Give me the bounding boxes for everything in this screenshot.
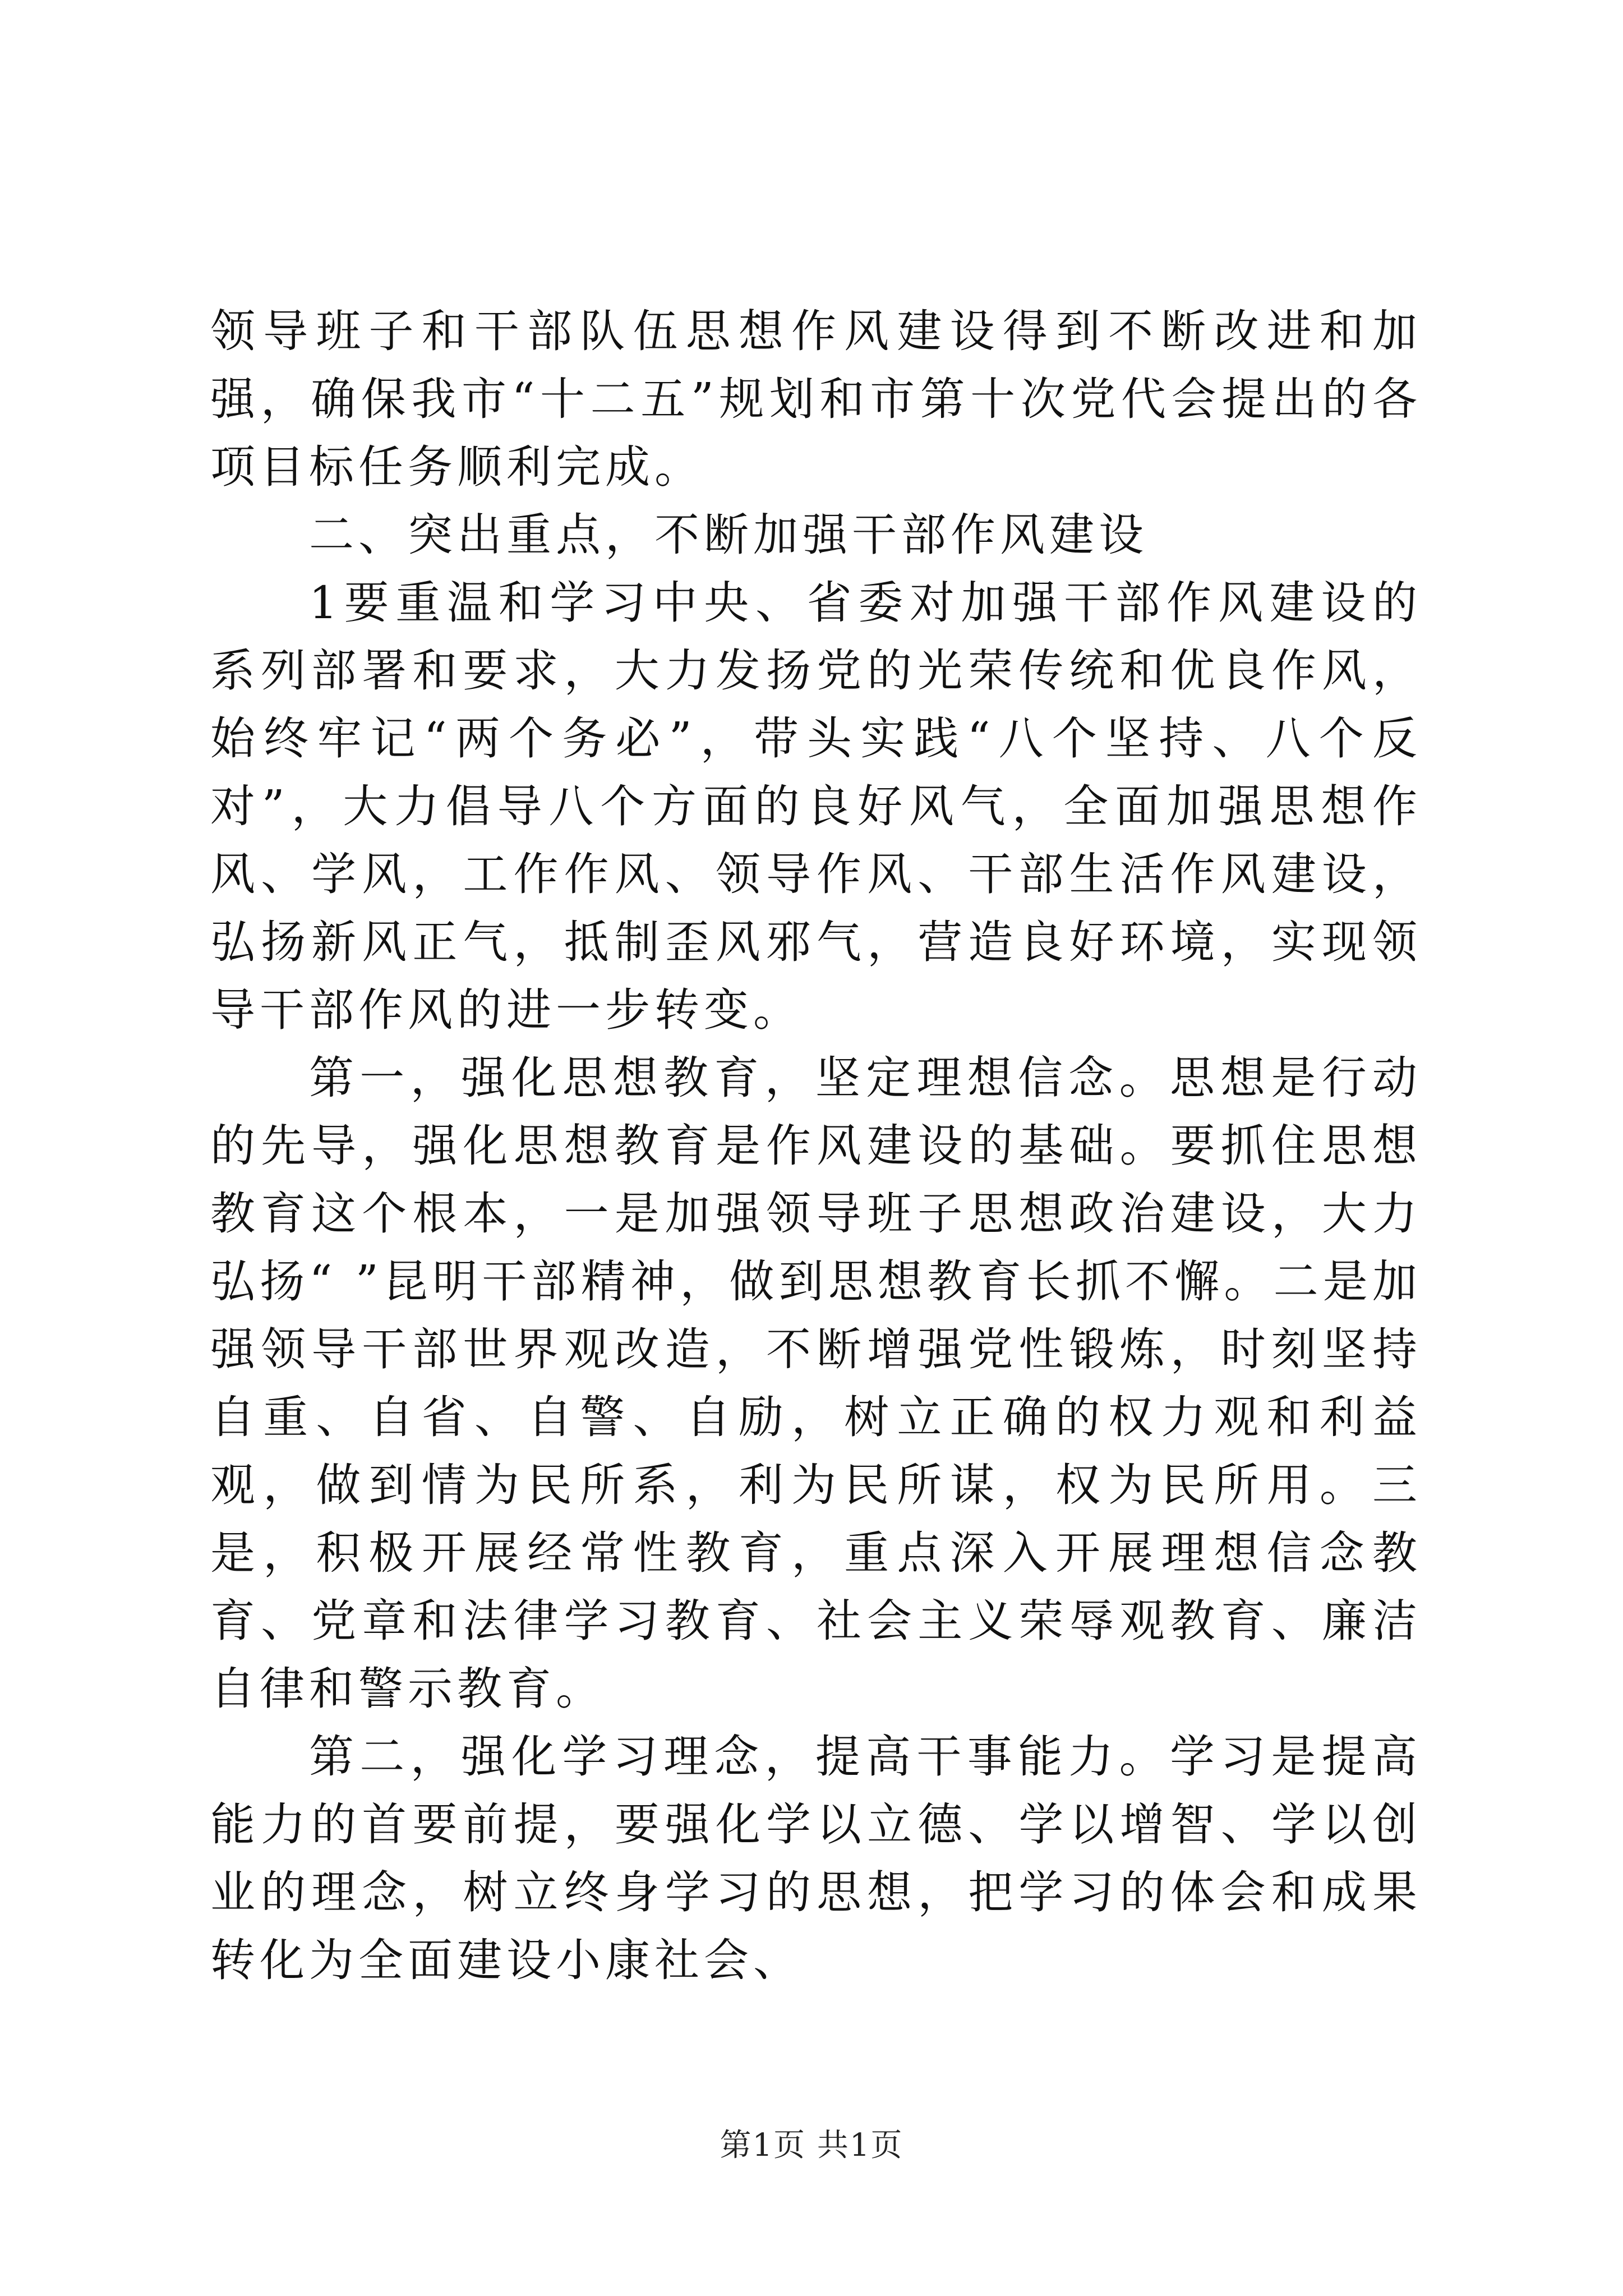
paragraph-second: 第二，强化学习理念，提高干事能力。学习是提高能力的首要前提，要强化学以立德、学以增智、学以创业的理念，树立终身学习的思想，把学习的体会和成果转化为全面建设小康社会、 (210, 1731, 1422, 1986)
paragraph-first: 第一，强化思想教育，坚定理想信念。思想是行动的先导，强化思想教育是作风建设的基础。要抓住思想教育这个根本，一是加强领导班子思想政治建设，大力弘扬“ ”昆明干部精神，做到思想教育长抓不懈。二是加强领导干部世界观改造，不断增强党性锻炼，时刻坚持自重、自省、自警、自励，树立正确的权力观和利益观，做到情为民所系，利为民所谋，权为民所用。三是，积极开展经常性教育，重点深入开展理想信念教育、党章和法律学习教育、社会主义荣辱观教育、廉洁自律和警示教育。 (210, 1052, 1422, 1715)
section-heading: 二、突出重点，不断加强干部作风建设 (309, 509, 1148, 561)
paragraph-item-1: 1要重温和学习中央、省委对加强干部作风建设的系列部署和要求，大力发扬党的光荣传统和优良作风，始终牢记“两个务必”，带头实践“八个坚持、八个反对”，大力倡导八个方面的良好风气，全面加强思想作风、学风，工作作风、领导作风、干部生活作风建设，弘扬新风正气，抵制歪风邪气，营造良好环境，实现领导干部作风的进一步转变。 (210, 577, 1422, 1036)
page-footer: 第1页 共1页 (720, 2127, 903, 2164)
paragraph-continuation: 领导班子和干部队伍思想作风建设得到不断改进和加强，确保我市“十二五”规划和市第十次党代会提出的各项目标任务顺利完成。 (210, 305, 1422, 493)
document-body (210, 297, 1422, 1994)
